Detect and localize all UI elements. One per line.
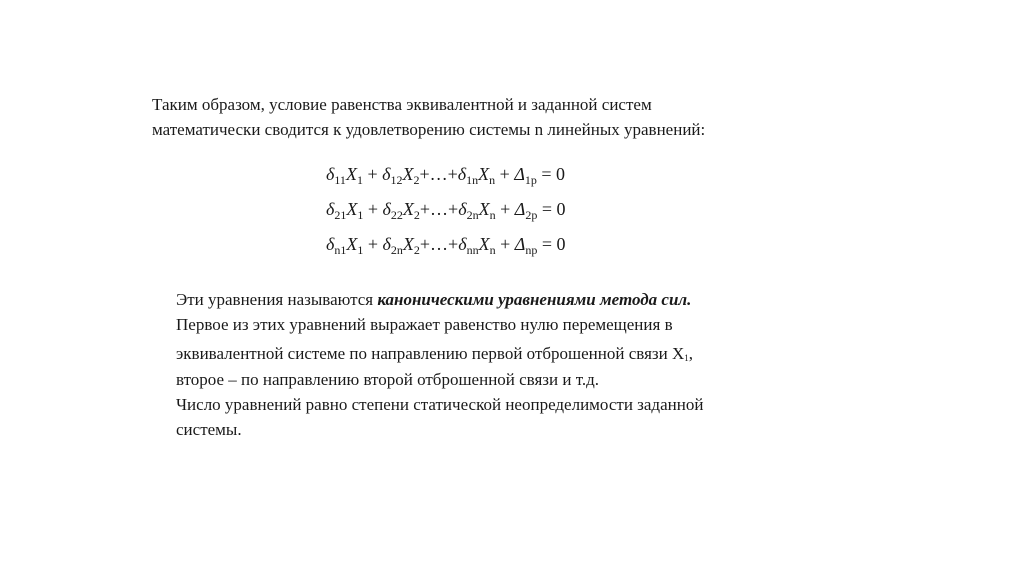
unknown-x: X bbox=[402, 199, 414, 219]
unknown-x: X bbox=[478, 164, 490, 184]
plus-sign: + bbox=[362, 164, 383, 184]
plus-sign: + bbox=[495, 234, 515, 254]
intro-line-1: Таким образом, условие равенства эквивалентной и заданной систем bbox=[152, 95, 652, 114]
unknown-x: X bbox=[345, 164, 357, 184]
delta-symbol: δ bbox=[382, 164, 391, 184]
explanation-paragraph bbox=[176, 287, 796, 442]
x-subscript: 1 bbox=[684, 353, 689, 363]
body-line-3 bbox=[176, 337, 796, 367]
coef-index: 21 bbox=[334, 208, 347, 222]
body-line-2: Первое из этих уравнений выражает равенство нулю перемещения в bbox=[176, 315, 673, 334]
coef-index: nn bbox=[466, 243, 479, 257]
delta-symbol: δ bbox=[382, 199, 391, 219]
delta-symbol: δ bbox=[458, 199, 467, 219]
x-index: n bbox=[489, 208, 496, 222]
intro-paragraph bbox=[152, 92, 792, 142]
body-line-3-text: эквивалентной системе по направлению первой отброшенной связи Х bbox=[176, 344, 685, 363]
x-index: 1 bbox=[357, 208, 364, 222]
coef-index: 22 bbox=[390, 208, 403, 222]
equation-row-1 bbox=[326, 159, 666, 194]
equation-row-2 bbox=[326, 194, 666, 229]
ellipsis: +…+ bbox=[419, 164, 458, 184]
delta-symbol: δ bbox=[457, 164, 467, 184]
unknown-x: X bbox=[478, 199, 490, 219]
coef-index: 2n bbox=[466, 208, 479, 222]
unknown-x: X bbox=[346, 234, 358, 254]
equals-zero: = 0 bbox=[537, 199, 566, 219]
load-term-symbol: Δ bbox=[514, 164, 525, 184]
coef-index: 1n bbox=[466, 173, 479, 187]
intro-line-2: математически сводится к удовлетворению системы n линейных уравнений: bbox=[152, 120, 706, 139]
body-line-4: второе – по направлению второй отброшенной связи и т.д. bbox=[176, 370, 600, 389]
load-term-index: 2p bbox=[525, 208, 538, 222]
delta-symbol: δ bbox=[458, 234, 467, 254]
body-line-1 bbox=[176, 287, 796, 312]
load-term-index: 1p bbox=[524, 173, 537, 187]
ellipsis: +…+ bbox=[419, 199, 459, 219]
coef-index: 12 bbox=[390, 173, 403, 187]
body-line-1-text: Эти уравнения называются bbox=[176, 290, 378, 309]
canonical-equations-term: каноническими уравнениями метода сил. bbox=[377, 290, 692, 309]
unknown-x: X bbox=[346, 199, 358, 219]
x-index: 2 bbox=[413, 173, 420, 187]
delta-symbol: δ bbox=[326, 164, 335, 184]
coef-index: 11 bbox=[334, 173, 346, 187]
delta-symbol: δ bbox=[382, 234, 391, 254]
x-index: 2 bbox=[413, 243, 420, 257]
body-line-5: Число уравнений равно степени статической неопределимости заданной bbox=[176, 395, 704, 414]
equals-zero: = 0 bbox=[537, 234, 566, 254]
x-index: 1 bbox=[357, 243, 364, 257]
delta-symbol: δ bbox=[326, 234, 335, 254]
unknown-x: X bbox=[402, 234, 414, 254]
equation-system bbox=[326, 159, 666, 264]
x-index: n bbox=[489, 173, 496, 187]
plus-sign: + bbox=[495, 199, 515, 219]
equals-zero: = 0 bbox=[536, 164, 566, 184]
load-term-index: np bbox=[525, 243, 538, 257]
plus-sign: + bbox=[363, 199, 383, 219]
x-index: 1 bbox=[356, 173, 363, 187]
unknown-x: X bbox=[478, 234, 490, 254]
equation-row-3 bbox=[326, 229, 666, 264]
plus-sign: + bbox=[495, 164, 515, 184]
load-term-symbol: Δ bbox=[514, 199, 526, 219]
ellipsis: +…+ bbox=[419, 234, 459, 254]
plus-sign: + bbox=[363, 234, 383, 254]
x-index: 2 bbox=[413, 208, 420, 222]
body-line-6: системы. bbox=[176, 420, 242, 439]
load-term-symbol: Δ bbox=[514, 234, 526, 254]
delta-symbol: δ bbox=[326, 199, 335, 219]
unknown-x: X bbox=[402, 164, 414, 184]
coef-index: 2n bbox=[390, 243, 403, 257]
coef-index: n1 bbox=[334, 243, 347, 257]
body-line-3-comma: , bbox=[688, 344, 693, 363]
x-index: n bbox=[489, 243, 496, 257]
